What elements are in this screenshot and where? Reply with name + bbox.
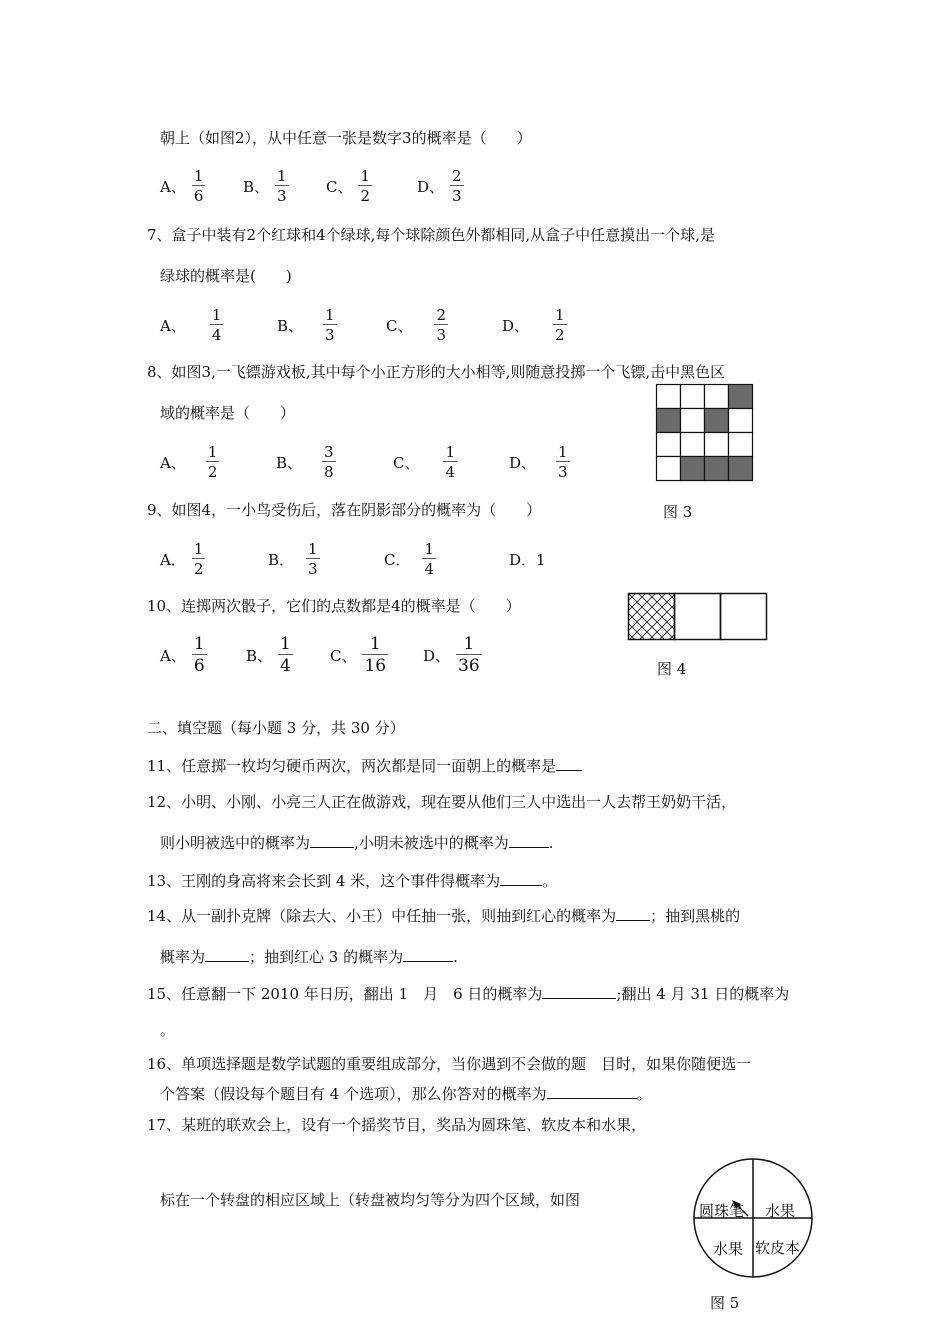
region-label: 水果 — [713, 1240, 744, 1258]
shaded-cell — [705, 457, 729, 481]
q8-line2: 域的概率是（ ） — [160, 404, 296, 422]
q10-line: 10、连掷两次骰子，它们的点数都是4的概率是（ ） — [147, 597, 521, 615]
q11-line — [147, 755, 582, 776]
figure-5-caption: 图 5 — [710, 1294, 740, 1312]
q16-line1: 16、单项选择题是数学试题的重要组成部分，当你遇到不会做的题 目时，如果你随便选一 — [147, 1055, 752, 1073]
q8-option-d[interactable] — [509, 440, 570, 484]
option-label: B． — [268, 550, 295, 569]
fraction: $\frac{2}{3}$ — [452, 166, 462, 205]
q10-option-b[interactable] — [246, 633, 293, 677]
q10-option-c[interactable] — [330, 633, 388, 677]
answer-blank[interactable] — [509, 832, 549, 848]
fraction: $\frac{1}{6}$ — [193, 633, 205, 676]
fraction: $\frac{1}{4}$ — [211, 305, 222, 344]
q17-line2: 标在一个转盘的相应区域上（转盘被均匀等分为四个区域，如图 — [160, 1191, 581, 1209]
fraction: $\frac{1}{2}$ — [193, 539, 204, 578]
option-label: A、 — [160, 177, 186, 196]
q8-option-c[interactable] — [393, 440, 457, 484]
fraction: $\frac{1}{2}$ — [207, 442, 218, 481]
q12-line1: 12、小明、小刚、小亮三人正在做游戏，现在要从他们三人中选出一人去帮王奶奶干活， — [147, 793, 737, 811]
dartboard-grid-figure — [655, 383, 755, 483]
q6-option-a[interactable] — [160, 164, 205, 208]
option-label: D、 — [509, 453, 537, 472]
q8-option-a[interactable] — [160, 440, 219, 484]
q7-option-a[interactable] — [160, 303, 223, 347]
fraction: $\frac{1}{16}$ — [364, 633, 387, 676]
option-label: D．1 — [509, 550, 546, 569]
q15-line2: 。 — [160, 1021, 176, 1039]
option-label: B、 — [243, 177, 270, 196]
answer-blank[interactable] — [310, 832, 354, 848]
option-label: A、 — [160, 646, 186, 665]
option-label: D、 — [417, 177, 445, 196]
q11-text: 11、任意掷一枚均匀硬币两次，两次都是同一面朝上的概率是 — [147, 757, 557, 775]
option-label: C、 — [393, 453, 420, 472]
blank-cell — [705, 385, 729, 409]
q9-option-a[interactable] — [160, 537, 205, 581]
shaded-region — [629, 594, 675, 640]
fraction: $\frac{2}{3}$ — [436, 305, 447, 344]
blank-region — [675, 594, 721, 640]
q14-line1: 14、从一副扑克牌（除去大、小王）中任抽一张，则抽到红心的概率为 ；抽到黑桃的 — [147, 907, 741, 925]
q10-option-a[interactable] — [160, 633, 207, 677]
option-label: B、 — [246, 646, 273, 665]
q12-line2: 则小明被选中的概率为 ,小明未被选中的概率为 . — [160, 834, 554, 852]
q9-option-b[interactable] — [268, 537, 320, 581]
blank-cell — [729, 409, 753, 433]
answer-blank[interactable] — [403, 946, 453, 962]
fraction: $\frac{1}{3}$ — [308, 539, 318, 578]
option-label: A． — [160, 550, 186, 569]
blank-region — [721, 594, 767, 640]
q6-option-c[interactable] — [326, 164, 372, 208]
q6-line: 朝上（如图2），从中任意一张是数字3的概率是（ ） — [160, 129, 532, 147]
q8-option-b[interactable] — [276, 440, 336, 484]
shaded-cell — [657, 409, 681, 433]
option-label: B、 — [276, 453, 303, 472]
q15-line1: 15、任意翻一下 2010 年日历，翻出 1 月 6 日的概率为 ;翻出 4 月 31 日的概率为 — [147, 985, 790, 1003]
figure-4-caption: 图 4 — [657, 660, 687, 678]
q9-line: 9、如图4，一小鸟受伤后，落在阴影部分的概率为（ ） — [147, 501, 542, 519]
blank-cell — [657, 385, 681, 409]
shaded-cell — [681, 457, 705, 481]
q14-line2: 概率为 ；抽到红心 3 的概率为 . — [160, 948, 458, 966]
q7-option-d[interactable] — [502, 303, 567, 347]
q17-line1: 17、某班的联欢会上，设有一个摇奖节目，奖品为圆珠笔、软皮本和水果， — [147, 1116, 647, 1134]
fraction: $\frac{3}{8}$ — [324, 442, 334, 481]
hatched-boxes-figure — [627, 592, 769, 642]
q8-line1: 8、如图3,一飞镖游戏板,其中每个小正方形的大小相等,则随意投掷一个飞镖,击中黑色区 — [147, 363, 726, 381]
q16-line2: 个答案（假设每个题目有 4 个选项），那么你答对的概率为 。 — [160, 1085, 652, 1103]
q9-option-c[interactable] — [384, 537, 436, 581]
q7-line2: 绿球的概率是( ) — [160, 267, 292, 285]
fraction: $\frac{1}{3}$ — [558, 442, 568, 481]
option-label: D、 — [502, 316, 530, 335]
q7-option-b[interactable] — [277, 303, 337, 347]
fraction: $\frac{1}{2}$ — [555, 305, 565, 344]
answer-blank[interactable] — [542, 983, 616, 999]
blank-cell — [681, 409, 705, 433]
blank-cell — [657, 433, 681, 457]
fraction: $\frac{1}{4}$ — [445, 442, 456, 481]
region-label: 水果 — [765, 1202, 796, 1220]
option-label: C． — [384, 550, 411, 569]
blank-cell — [705, 433, 729, 457]
shaded-cell — [705, 409, 729, 433]
shaded-cell — [729, 385, 753, 409]
answer-blank[interactable] — [205, 946, 249, 962]
figure-3-caption: 图 3 — [663, 503, 693, 521]
option-label: A、 — [160, 316, 186, 335]
q6-option-b[interactable] — [243, 164, 289, 208]
answer-blank[interactable] — [556, 755, 582, 771]
option-label: C、 — [330, 646, 357, 665]
option-label: C、 — [386, 316, 413, 335]
fraction: $\frac{1}{2}$ — [360, 166, 371, 205]
q13-line: 13、王刚的身高将来会长到 4 米，这个事件得概率为 。 — [147, 872, 558, 890]
q6-option-d[interactable] — [417, 164, 464, 208]
fraction: $\frac{1}{3}$ — [325, 305, 335, 344]
fraction: $\frac{1}{4}$ — [280, 633, 291, 676]
spinner-figure — [691, 1156, 815, 1280]
fraction: $\frac{1}{4}$ — [424, 539, 435, 578]
region-label: 圆珠笔 — [699, 1202, 745, 1220]
blank-cell — [681, 385, 705, 409]
region-label: 软皮本 — [755, 1239, 801, 1257]
blank-cell — [681, 433, 705, 457]
q10-option-d[interactable] — [423, 633, 482, 677]
option-label: B、 — [277, 316, 304, 335]
q7-option-c[interactable] — [386, 303, 448, 347]
fraction: $\frac{1}{3}$ — [277, 166, 287, 205]
answer-blank[interactable] — [500, 870, 542, 886]
option-label: C、 — [326, 177, 353, 196]
blank-cell — [657, 457, 681, 481]
fraction: $\frac{1}{36}$ — [458, 633, 480, 676]
section-2-title: 二、填空题（每小题 3 分，共 30 分） — [147, 719, 405, 737]
fraction: $\frac{1}{6}$ — [193, 166, 204, 205]
option-label: D、 — [423, 646, 451, 665]
option-label: A、 — [160, 453, 186, 472]
q9-option-d[interactable] — [509, 537, 552, 581]
blank-cell — [729, 433, 753, 457]
q7-line1: 7、盒子中装有2个红球和4个绿球,每个球除颜色外都相同,从盒子中任意摸出一个球,是 — [147, 226, 715, 244]
answer-blank[interactable] — [547, 1083, 637, 1099]
shaded-cell — [729, 457, 753, 481]
answer-blank[interactable] — [616, 905, 650, 921]
